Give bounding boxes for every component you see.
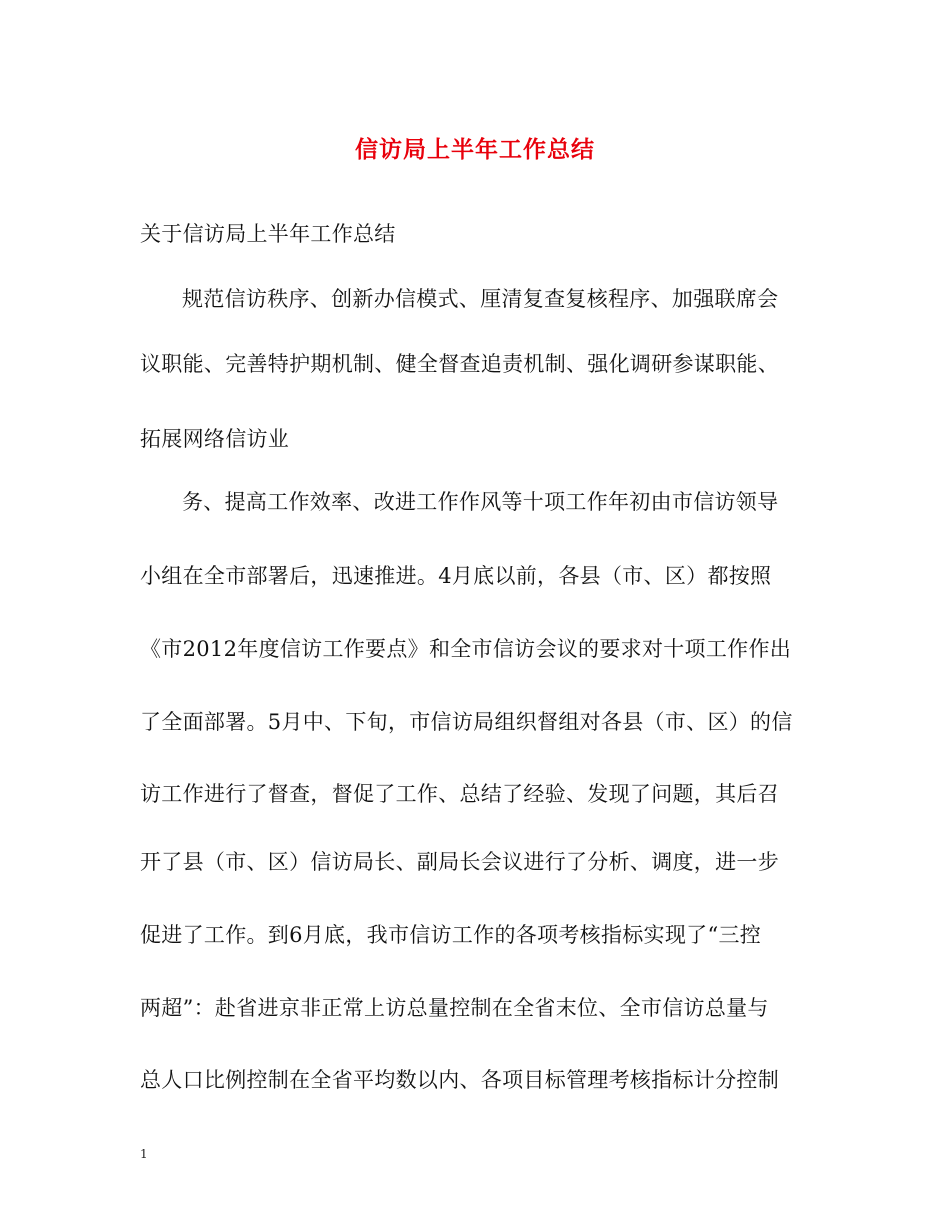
paragraph-line: 《市2012年度信访工作要点》和全市信访会议的要求对十项工作作出 bbox=[140, 637, 792, 661]
paragraph-line: 议职能、完善特护期机制、健全督查追责机制、强化调研参谋职能、 bbox=[140, 352, 779, 376]
page-number: 1 bbox=[140, 1147, 148, 1161]
paragraph-line: 小组在全市部署后，迅速推进。4月底以前，各县（市、区）都按照 bbox=[140, 564, 772, 588]
subtitle-line: 关于信访局上半年工作总结 bbox=[140, 222, 396, 246]
paragraph-line: 两超”：赴省进京非正常上访总量控制在全省末位、全市信访总量与 bbox=[140, 996, 769, 1020]
paragraph-line: 务、提高工作效率、改进工作作风等十项工作年初由市信访领导 bbox=[182, 490, 779, 514]
paragraph-line: 规范信访秩序、创新办信模式、厘清复查复核程序、加强联席会 bbox=[182, 287, 779, 311]
document-title: 信访局上半年工作总结 bbox=[355, 136, 595, 163]
paragraph-line: 拓展网络信访业 bbox=[140, 427, 290, 451]
paragraph-line: 促进了工作。到6月底，我市信访工作的各项考核指标实现了“三控 bbox=[140, 923, 762, 947]
paragraph-line: 了全面部署。5月中、下旬，市信访局组织督组对各县（市、区）的信 bbox=[140, 710, 793, 734]
paragraph-line: 开了县（市、区）信访局长、副局长会议进行了分析、调度，进一步 bbox=[140, 850, 779, 874]
paragraph-line: 访工作进行了督查，督促了工作、总结了经验、发现了问题，其后召 bbox=[140, 782, 779, 806]
paragraph-line: 总人口比例控制在全省平均数以内、各项目标管理考核指标计分控制 bbox=[140, 1068, 779, 1092]
